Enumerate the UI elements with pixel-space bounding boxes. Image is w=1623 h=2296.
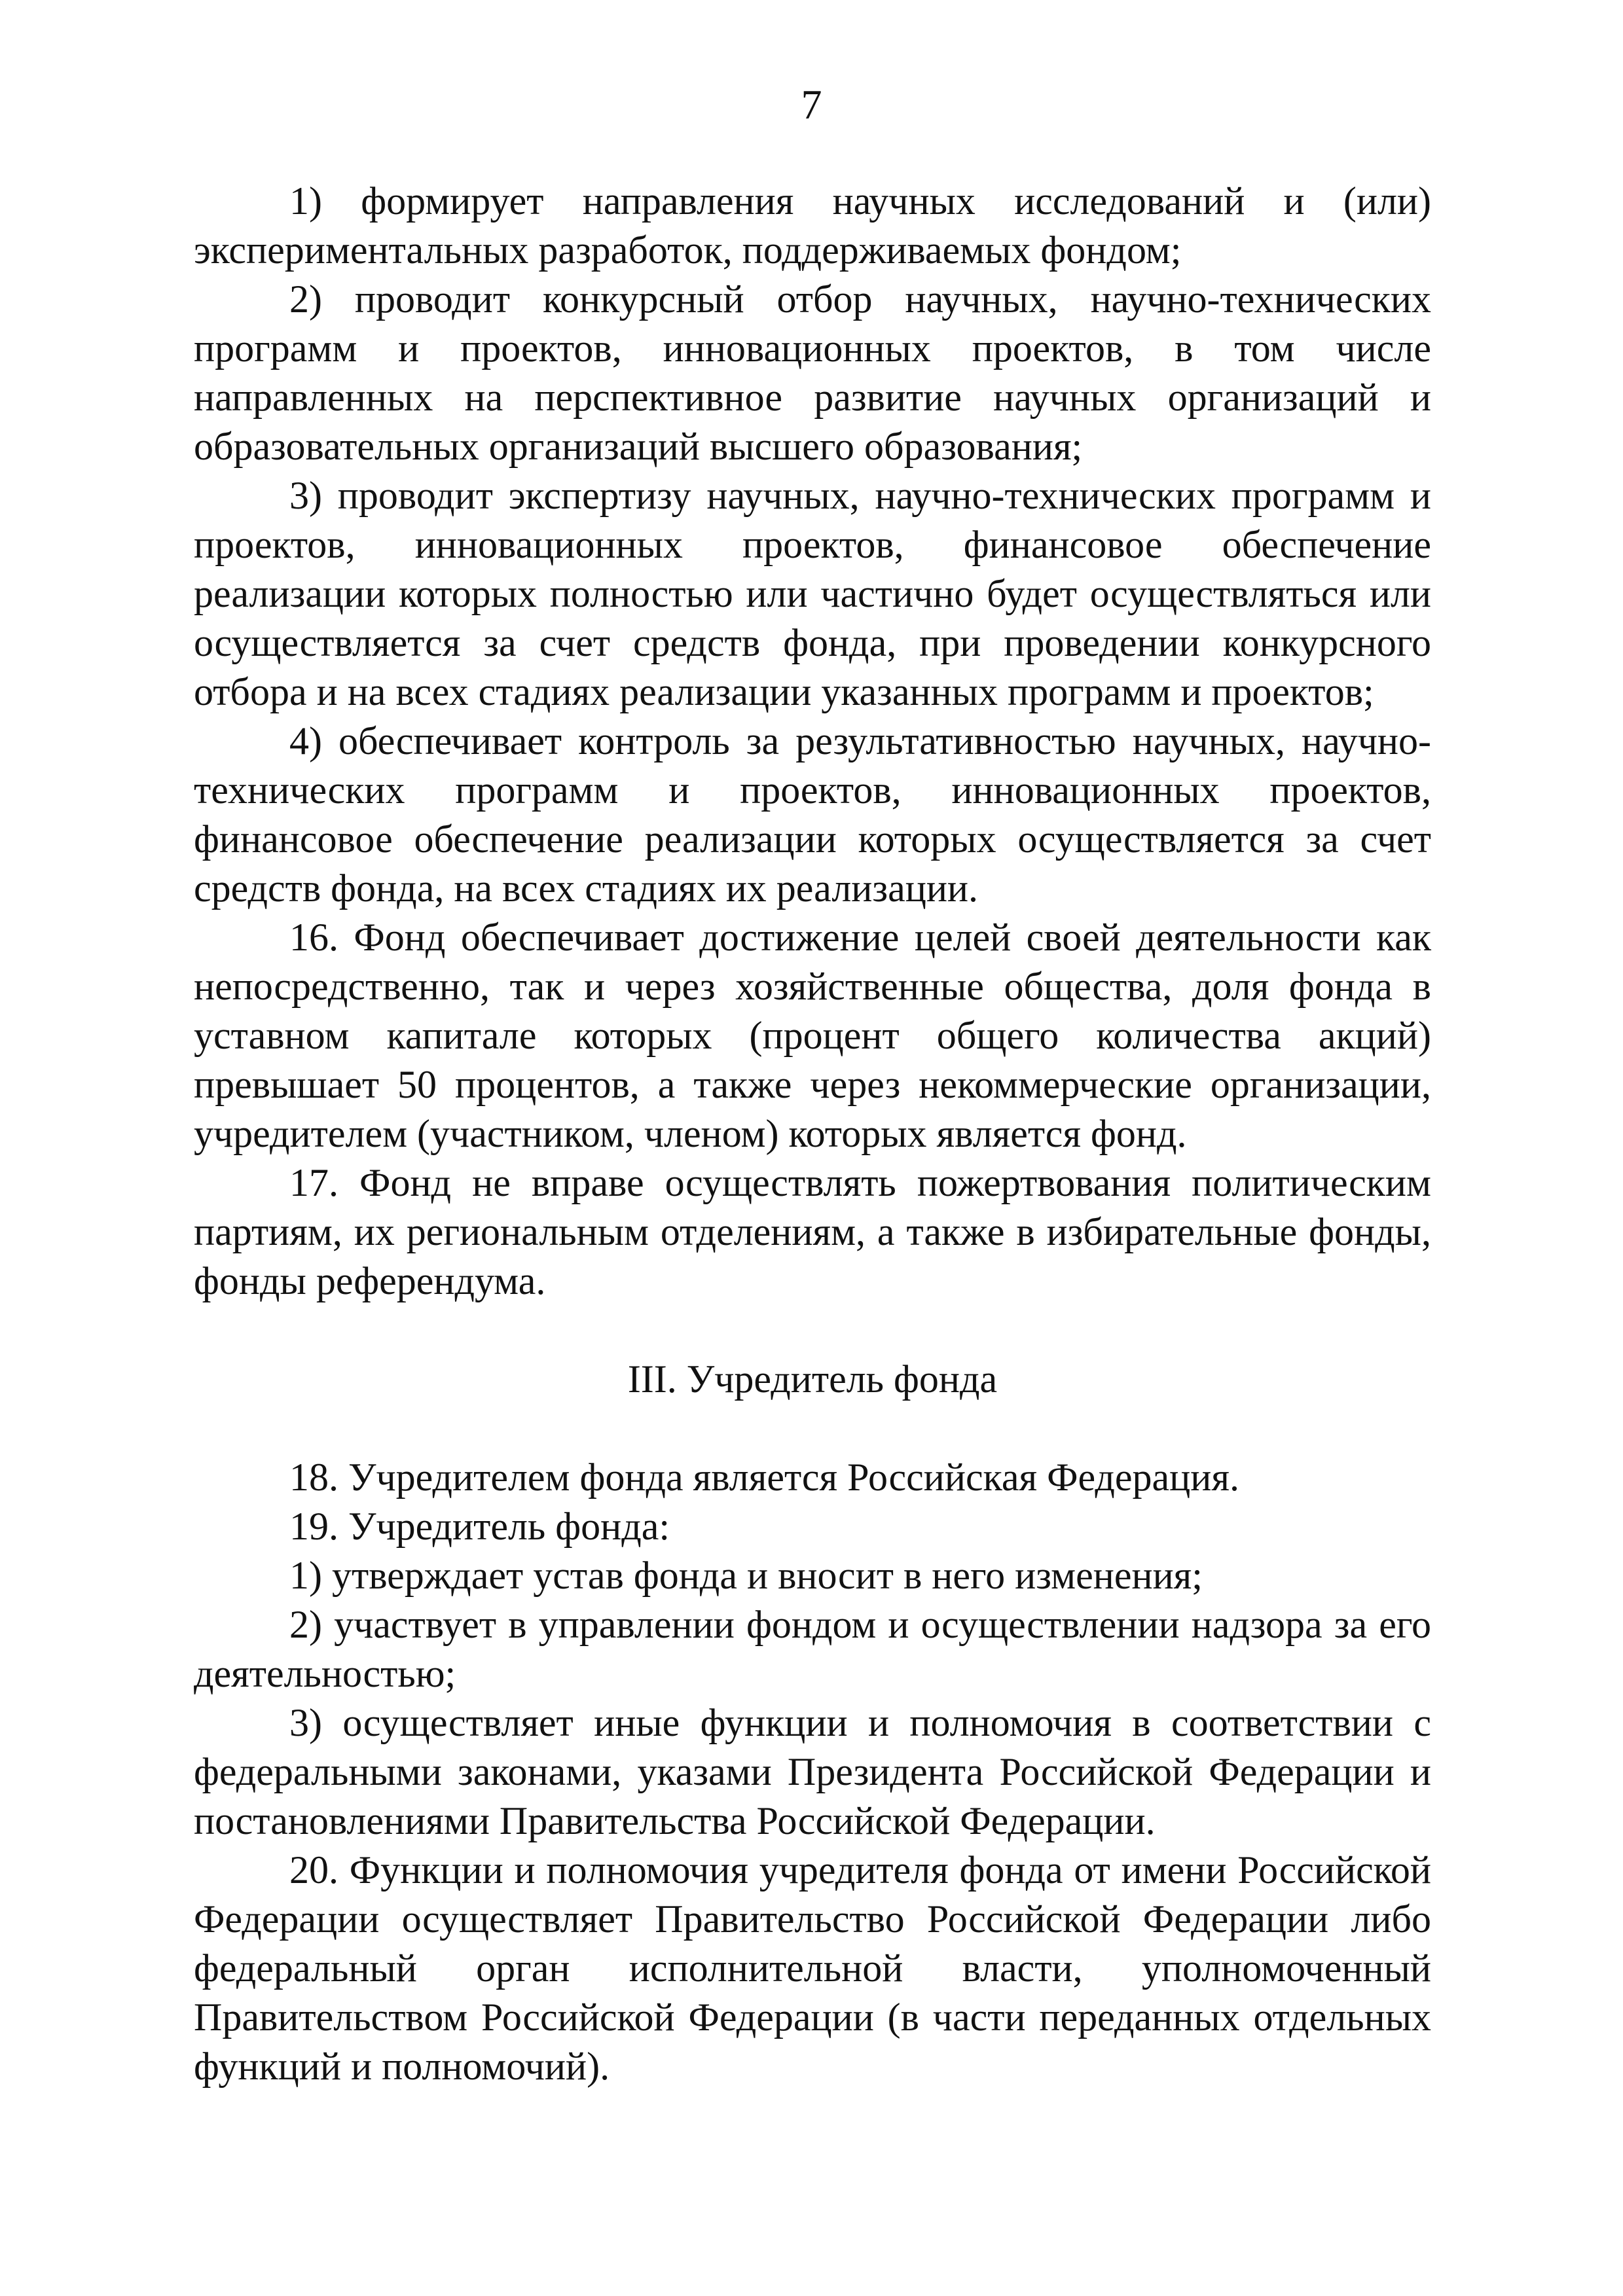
paragraph-clause-20: 20. Функции и полномочия учредителя фонда от имени Российской Федерации осуществляет Правительство Российской Федерации либо федеральный орган исполнительной власти, уполномоченный Правительством Российской Федерации (в части переданных отдельных функций и полномочий). [194, 1848, 1431, 2088]
paragraph-item-1: 1) формирует направления научных исследований и (или) экспериментальных разработок, поддерживаемых фондом; [194, 179, 1431, 272]
paragraph-clause-16: 16. Фонд обеспечивает достижение целей своей деятельности как непосредственно, так и через хозяйственные общества, доля фонда в уставном капитале которых (процент общего количества акций) превышает 50 процентов, а также через некоммерческие организации, учредителем (участником, членом) которых является фонд. [194, 916, 1431, 1155]
paragraph-item-3: 3) проводит экспертизу научных, научно-технических программ и проектов, инновационных проектов, финансовое обеспечение реализации которых полностью или частично будет осуществляться или осуществляется за счет средств фонда, при проведении конкурсного отбора и на всех стадиях реализации указанных программ и проектов; [194, 474, 1431, 713]
section-heading: III. Учредитель фонда [627, 1357, 998, 1401]
paragraph-item-4: 4) обеспечивает контроль за результативностью научных, научно-технических программ и проектов, инновационных проектов, финансовое обеспечение реализации которых осуществляется за счет средств фонда, на всех стадиях их реализации. [194, 719, 1431, 910]
paragraph-clause-19-item-2: 2) участвует в управлении фондом и осуществлении надзора за его деятельностью; [194, 1603, 1431, 1695]
paragraph-clause-19-item-1: 1) утверждает устав фонда и вносит в него изменения; [289, 1554, 1203, 1597]
paragraph-clause-17: 17. Фонд не вправе осуществлять пожертвования политическим партиям, их региональным отделениям, а также в избирательные фонды, фонды референдума. [194, 1161, 1431, 1302]
paragraph-clause-18: 18. Учредителем фонда является Российская Федерация. [289, 1456, 1239, 1499]
paragraph-clause-19-item-3: 3) осуществляет иные функции и полномочия в соответствии с федеральными законами, указами Президента Российской Федерации и постановлениями Правительства Российской Федерации. [194, 1701, 1431, 1842]
paragraph-item-2: 2) проводит конкурсный отбор научных, научно-технических программ и проектов, инновационных проектов, в том числе направленных на перспективное развитие научных организаций и образовательных организаций высшего образования; [194, 278, 1431, 468]
page-number: 7 [801, 81, 822, 128]
paragraph-clause-19: 19. Учредитель фонда: [289, 1505, 670, 1548]
document-body [194, 177, 1431, 2091]
